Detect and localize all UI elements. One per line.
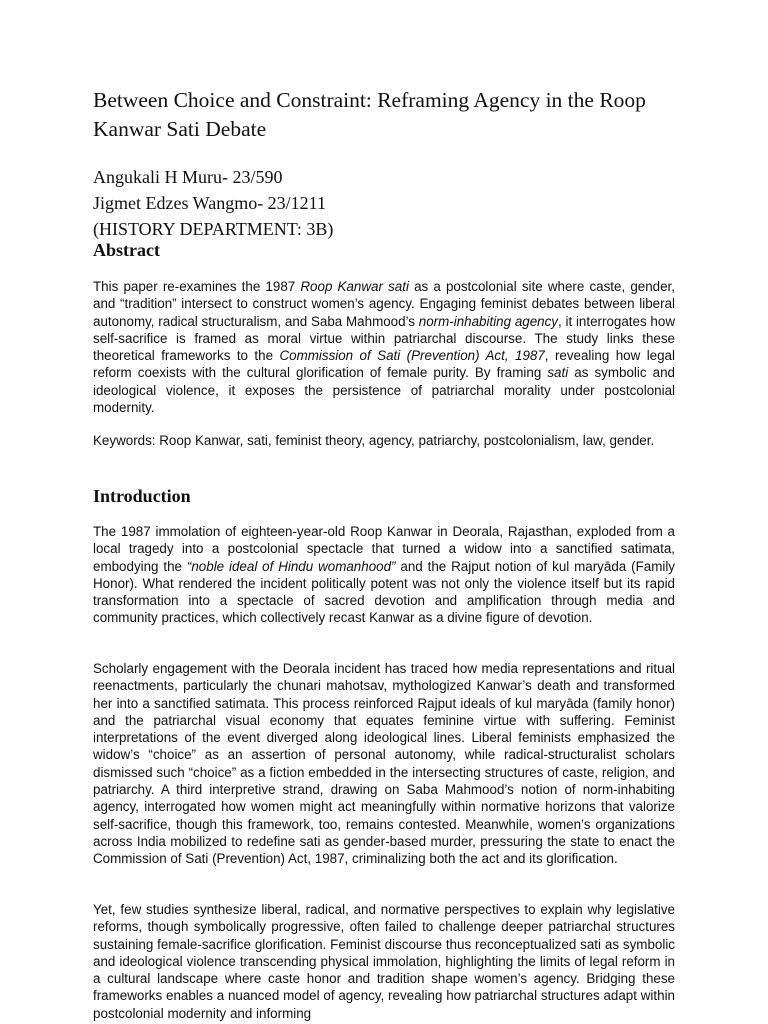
department-line: (HISTORY DEPARTMENT: 3B)	[93, 219, 334, 239]
abstract-paragraph: This paper re-examines the 1987 Roop Kanwar sati as a postcolonial site where caste, gender, and “tradition” intersect to construct women’s agency. Engaging feminist debates between liberal autonomy, radical structuralism, and Saba Mahmood’s norm-inhabiting agency, it interrogates how self-sacrifice is framed as moral virtue within patriarchal discourse. The study links these theoretical frameworks to the Commission of Sati (Prevention) Act, 1987, revealing how legal reform coexists with the cultural glorification of female purity. By framing sati as symbolic and ideological violence, it exposes the persistence of patriarchal morality under postcolonial modernity.	[93, 279, 675, 416]
intro-paragraph-3: Yet, few studies synthesize liberal, radical, and normative perspectives to explain why legislative reforms, though symbolically progressive, often failed to challenge deeper patriarchal structures sustaining female-sacrifice glorification. Feminist discourse thus reconceptualized sati as symbolic and ideological violence transcending physical immolation, highlighting the limits of legal reform in a cultural landscape where caste honor and tradition shape women’s agency. Bridging these frameworks enables a nuanced model of agency, revealing how patriarchal structures adapt within postcolonial modernity and informing	[93, 902, 675, 1021]
author-1: Angukali H Muru- 23/590	[93, 167, 283, 187]
introduction-heading: Introduction	[93, 486, 191, 506]
intro-paragraph-1: The 1987 immolation of eighteen-year-old Roop Kanwar in Deorala, Rajasthan, exploded from a local tragedy into a postcolonial spectacle that turned a widow into a sanctified satimata, embodying the “noble ideal of Hindu womanhood” and the Rajput notion of kul maryāda (Family Honor). What rendered the incident politically potent was not only the violence itself but its rapid transformation into a spectacle of sacred devotion and amplification through media and community practices, which collectively recast Kanwar as a divine figure of devotion.	[93, 524, 675, 626]
paper-title: Between Choice and Constraint: Reframing Agency in the Roop Kanwar Sati Debate	[93, 88, 646, 141]
abstract-heading: Abstract	[93, 240, 160, 260]
keywords-line: Keywords: Roop Kanwar, sati, feminist theory, agency, patriarchy, postcolonialism, law, gender.	[93, 433, 655, 448]
author-2: Jigmet Edzes Wangmo- 23/1211	[93, 193, 327, 213]
intro-paragraph-2: Scholarly engagement with the Deorala incident has traced how media representations and ritual reenactments, particularly the chunari mahotsav, mythologized Kanwar’s death and transformed her into a sanctified satimata. This process reinforced Rajput ideals of kul maryāda (family honor) and the patriarchal visual economy that equates feminine virtue with suffering. Feminist interpretations of the event diverged along ideological lines. Liberal feminists emphasized the widow’s “choice” as an assertion of personal autonomy, while radical-structuralist scholars dismissed such “choice” as a fiction embedded in the intersecting structures of caste, religion, and patriarchy. A third interpretive strand, drawing on Saba Mahmood’s notion of norm-inhabiting agency, interrogated how women might act meaningfully within normative horizons that valorize self-sacrifice, though this framework, too, remains contested. Meanwhile, women’s organizations across India mobilized to redefine sati as gender-based murder, pressuring the state to enact the Commission of Sati (Prevention) Act, 1987, criminalizing both the act and its glorification.	[93, 661, 675, 867]
